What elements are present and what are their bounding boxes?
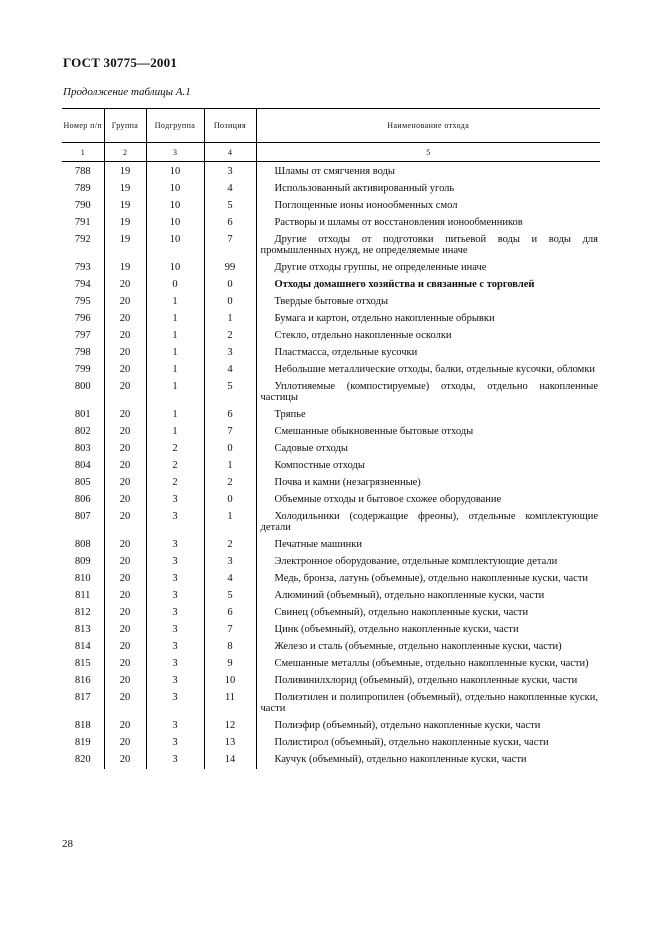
cell-number: 805 bbox=[74, 477, 91, 488]
cell-group: 20 bbox=[104, 639, 146, 656]
cell-subgroup: 3 bbox=[146, 656, 204, 673]
table-row bbox=[62, 690, 600, 718]
cell-number: 819 bbox=[74, 737, 91, 748]
waste-name-text: Стекло, отдельно накопленные осколки bbox=[274, 330, 452, 341]
cell-waste-name bbox=[256, 441, 600, 458]
cell-waste-name bbox=[256, 424, 600, 441]
table-row bbox=[62, 475, 600, 492]
cell-position: 1 bbox=[204, 311, 256, 328]
cell-group: 19 bbox=[104, 215, 146, 232]
column-header-waste-name: Наименование отхода bbox=[256, 109, 600, 143]
cell-group: 19 bbox=[104, 260, 146, 277]
cell-group: 20 bbox=[104, 735, 146, 752]
cell-subgroup: 3 bbox=[146, 605, 204, 622]
cell-position: 2 bbox=[204, 475, 256, 492]
waste-name-text: Холодильники (содержащие фреоны), отдельные комплектующие детали bbox=[260, 511, 598, 533]
cell-number: 818 bbox=[74, 720, 91, 731]
waste-name-text: Полиэтилен и полипропилен (объемный), отдельно накопленные куски, части bbox=[260, 692, 598, 714]
cell-group: 19 bbox=[104, 232, 146, 260]
cell-group: 20 bbox=[104, 571, 146, 588]
cell-waste-name bbox=[256, 198, 600, 215]
cell-waste-name bbox=[256, 475, 600, 492]
waste-name-text: Твердые бытовые отходы bbox=[274, 296, 389, 307]
cell-subgroup: 1 bbox=[146, 328, 204, 345]
table-body bbox=[62, 162, 600, 770]
cell-number: 795 bbox=[74, 296, 91, 307]
table-row bbox=[62, 162, 600, 182]
table-continuation-caption: Продолжение таблицы А.1 bbox=[63, 86, 191, 98]
table-header-row bbox=[62, 109, 600, 143]
cell-number: 815 bbox=[74, 658, 91, 669]
table-row bbox=[62, 362, 600, 379]
cell-subgroup: 3 bbox=[146, 690, 204, 718]
cell-waste-name bbox=[256, 294, 600, 311]
cell-subgroup: 10 bbox=[146, 232, 204, 260]
cell-subgroup: 1 bbox=[146, 294, 204, 311]
column-number: 1 bbox=[62, 143, 104, 162]
table-row bbox=[62, 554, 600, 571]
cell-number: 797 bbox=[74, 330, 91, 341]
waste-name-text: Отходы домашнего хозяйства и связанные с торговлей bbox=[274, 279, 535, 290]
cell-number: 790 bbox=[74, 200, 91, 211]
cell-waste-name bbox=[256, 492, 600, 509]
cell-waste-name bbox=[256, 509, 600, 537]
cell-position: 7 bbox=[204, 622, 256, 639]
cell-number: 803 bbox=[74, 443, 91, 454]
cell-group: 20 bbox=[104, 407, 146, 424]
waste-table-container bbox=[62, 108, 600, 769]
cell-position: 1 bbox=[204, 458, 256, 475]
waste-name-text: Цинк (объемный), отдельно накопленные куски, части bbox=[274, 624, 519, 635]
cell-number: 802 bbox=[74, 426, 91, 437]
cell-position: 7 bbox=[204, 232, 256, 260]
cell-number: 817 bbox=[74, 692, 91, 703]
cell-position: 2 bbox=[204, 328, 256, 345]
cell-subgroup: 3 bbox=[146, 509, 204, 537]
cell-position: 5 bbox=[204, 588, 256, 605]
table-row bbox=[62, 458, 600, 475]
table-row bbox=[62, 735, 600, 752]
cell-position: 3 bbox=[204, 345, 256, 362]
cell-position: 1 bbox=[204, 509, 256, 537]
cell-waste-name bbox=[256, 588, 600, 605]
cell-position: 3 bbox=[204, 554, 256, 571]
cell-group: 20 bbox=[104, 718, 146, 735]
cell-subgroup: 3 bbox=[146, 639, 204, 656]
cell-position: 2 bbox=[204, 537, 256, 554]
cell-subgroup: 1 bbox=[146, 407, 204, 424]
waste-name-text: Каучук (объемный), отдельно накопленные куски, части bbox=[274, 754, 527, 765]
cell-subgroup: 1 bbox=[146, 362, 204, 379]
cell-position: 11 bbox=[204, 690, 256, 718]
cell-subgroup: 3 bbox=[146, 537, 204, 554]
cell-position: 4 bbox=[204, 181, 256, 198]
table-row bbox=[62, 656, 600, 673]
cell-position: 0 bbox=[204, 492, 256, 509]
cell-group: 19 bbox=[104, 198, 146, 215]
cell-waste-name bbox=[256, 232, 600, 260]
cell-subgroup: 3 bbox=[146, 752, 204, 769]
cell-number: 801 bbox=[74, 409, 91, 420]
cell-group: 20 bbox=[104, 277, 146, 294]
waste-name-text: Медь, бронза, латунь (объемные), отдельно накопленные куски, части bbox=[274, 573, 589, 584]
table-row bbox=[62, 492, 600, 509]
cell-subgroup: 1 bbox=[146, 424, 204, 441]
cell-subgroup: 2 bbox=[146, 458, 204, 475]
cell-position: 5 bbox=[204, 198, 256, 215]
waste-name-text: Использованный активированный уголь bbox=[274, 183, 455, 194]
cell-group: 20 bbox=[104, 424, 146, 441]
column-header-position: Позиция bbox=[204, 109, 256, 143]
cell-group: 20 bbox=[104, 294, 146, 311]
cell-group: 20 bbox=[104, 554, 146, 571]
waste-name-text: Поливинилхлорид (объемный), отдельно накопленные куски, части bbox=[274, 675, 578, 686]
table-row bbox=[62, 588, 600, 605]
table-row bbox=[62, 407, 600, 424]
cell-subgroup: 0 bbox=[146, 277, 204, 294]
cell-waste-name bbox=[256, 345, 600, 362]
cell-group: 20 bbox=[104, 605, 146, 622]
waste-name-text: Садовые отходы bbox=[274, 443, 348, 454]
document-header: ГОСТ 30775—2001 bbox=[63, 55, 178, 70]
cell-waste-name bbox=[256, 718, 600, 735]
cell-position: 13 bbox=[204, 735, 256, 752]
cell-waste-name bbox=[256, 379, 600, 407]
cell-subgroup: 3 bbox=[146, 588, 204, 605]
cell-waste-name bbox=[256, 554, 600, 571]
cell-waste-name bbox=[256, 622, 600, 639]
page-number: 28 bbox=[62, 838, 73, 850]
column-number: 5 bbox=[256, 143, 600, 162]
cell-subgroup: 1 bbox=[146, 379, 204, 407]
waste-name-text: Железо и сталь (объемные, отдельно накопленные куски, части) bbox=[274, 641, 562, 652]
cell-subgroup: 3 bbox=[146, 492, 204, 509]
cell-subgroup: 10 bbox=[146, 162, 204, 182]
waste-name-text: Печатные машинки bbox=[274, 539, 362, 550]
waste-name-text: Бумага и картон, отдельно накопленные обрывки bbox=[274, 313, 495, 324]
column-number: 3 bbox=[146, 143, 204, 162]
table-row bbox=[62, 328, 600, 345]
cell-subgroup: 3 bbox=[146, 571, 204, 588]
cell-number: 814 bbox=[74, 641, 91, 652]
table-row bbox=[62, 509, 600, 537]
cell-number: 788 bbox=[74, 166, 91, 177]
cell-group: 20 bbox=[104, 622, 146, 639]
cell-number: 810 bbox=[74, 573, 91, 584]
cell-waste-name bbox=[256, 639, 600, 656]
table-row bbox=[62, 215, 600, 232]
cell-subgroup: 2 bbox=[146, 475, 204, 492]
cell-number: 820 bbox=[74, 754, 91, 765]
cell-group: 20 bbox=[104, 362, 146, 379]
waste-name-text: Алюминий (объемный), отдельно накопленные куски, части bbox=[274, 590, 545, 601]
cell-number: 813 bbox=[74, 624, 91, 635]
cell-subgroup: 3 bbox=[146, 554, 204, 571]
cell-group: 20 bbox=[104, 690, 146, 718]
cell-number: 816 bbox=[74, 675, 91, 686]
waste-name-text: Компостные отходы bbox=[274, 460, 365, 471]
waste-name-text: Тряпье bbox=[274, 409, 306, 420]
cell-waste-name bbox=[256, 277, 600, 294]
table-row bbox=[62, 294, 600, 311]
cell-waste-name bbox=[256, 215, 600, 232]
waste-name-text: Небольшие металлические отходы, балки, отдельные кусочки, обломки bbox=[274, 364, 596, 375]
cell-subgroup: 3 bbox=[146, 622, 204, 639]
cell-number: 812 bbox=[74, 607, 91, 618]
column-header-group: Группа bbox=[104, 109, 146, 143]
cell-subgroup: 3 bbox=[146, 735, 204, 752]
cell-waste-name bbox=[256, 181, 600, 198]
cell-group: 20 bbox=[104, 475, 146, 492]
waste-name-text: Почва и камни (незагрязненные) bbox=[274, 477, 421, 488]
cell-subgroup: 3 bbox=[146, 718, 204, 735]
table-row bbox=[62, 260, 600, 277]
waste-name-text: Другие отходы группы, не определенные иначе bbox=[274, 262, 487, 273]
table-row bbox=[62, 441, 600, 458]
cell-position: 3 bbox=[204, 162, 256, 182]
cell-waste-name bbox=[256, 571, 600, 588]
cell-group: 20 bbox=[104, 311, 146, 328]
waste-name-text: Полистирол (объемный), отдельно накопленные куски, части bbox=[274, 737, 549, 748]
table-row bbox=[62, 345, 600, 362]
cell-number: 808 bbox=[74, 539, 91, 550]
cell-position: 12 bbox=[204, 718, 256, 735]
waste-name-text: Полиэфир (объемный), отдельно накопленные куски, части bbox=[274, 720, 541, 731]
cell-position: 4 bbox=[204, 362, 256, 379]
cell-number: 811 bbox=[75, 590, 91, 601]
cell-subgroup: 3 bbox=[146, 673, 204, 690]
cell-waste-name bbox=[256, 605, 600, 622]
cell-position: 6 bbox=[204, 605, 256, 622]
waste-name-text: Смешанные металлы (объемные, отдельно накопленные куски, части) bbox=[274, 658, 589, 669]
cell-number: 794 bbox=[74, 279, 91, 290]
cell-number: 809 bbox=[74, 556, 91, 567]
waste-name-text: Пластмасса, отдельные кусочки bbox=[274, 347, 418, 358]
cell-number: 793 bbox=[74, 262, 91, 273]
column-header-subgroup: Подгруппа bbox=[146, 109, 204, 143]
cell-group: 20 bbox=[104, 458, 146, 475]
column-header-number: Номер п/п bbox=[62, 109, 104, 143]
cell-number: 789 bbox=[74, 183, 91, 194]
table-row bbox=[62, 622, 600, 639]
waste-name-text: Другие отходы от подготовки питьевой воды и воды для промышленных нужд, не определяемые иначе bbox=[260, 234, 598, 256]
cell-waste-name bbox=[256, 752, 600, 769]
table-row bbox=[62, 379, 600, 407]
cell-number: 792 bbox=[74, 234, 91, 245]
cell-number: 796 bbox=[74, 313, 91, 324]
cell-subgroup: 10 bbox=[146, 215, 204, 232]
cell-waste-name bbox=[256, 656, 600, 673]
cell-group: 19 bbox=[104, 162, 146, 182]
cell-group: 20 bbox=[104, 537, 146, 554]
waste-name-text: Шламы от смягчения воды bbox=[274, 166, 395, 177]
table-row bbox=[62, 232, 600, 260]
cell-number: 806 bbox=[74, 494, 91, 505]
cell-waste-name bbox=[256, 328, 600, 345]
cell-waste-name bbox=[256, 537, 600, 554]
cell-subgroup: 10 bbox=[146, 260, 204, 277]
cell-position: 8 bbox=[204, 639, 256, 656]
cell-position: 0 bbox=[204, 294, 256, 311]
table-row bbox=[62, 639, 600, 656]
cell-group: 20 bbox=[104, 492, 146, 509]
cell-position: 7 bbox=[204, 424, 256, 441]
cell-group: 20 bbox=[104, 656, 146, 673]
table-row bbox=[62, 277, 600, 294]
cell-number: 791 bbox=[74, 217, 91, 228]
table-row bbox=[62, 181, 600, 198]
table-row bbox=[62, 311, 600, 328]
waste-name-text: Поглощенные ионы ионообменных смол bbox=[274, 200, 458, 211]
waste-name-text: Уплотняемые (компостируемые) отходы, отдельно накопленные частицы bbox=[260, 381, 598, 403]
cell-position: 6 bbox=[204, 215, 256, 232]
waste-name-text: Электронное оборудование, отдельные комплектующие детали bbox=[274, 556, 558, 567]
column-number-row bbox=[62, 143, 600, 162]
cell-number: 800 bbox=[74, 381, 91, 392]
cell-subgroup: 2 bbox=[146, 441, 204, 458]
cell-subgroup: 1 bbox=[146, 311, 204, 328]
cell-position: 0 bbox=[204, 277, 256, 294]
cell-position: 9 bbox=[204, 656, 256, 673]
cell-waste-name bbox=[256, 260, 600, 277]
cell-waste-name bbox=[256, 458, 600, 475]
cell-waste-name bbox=[256, 407, 600, 424]
cell-group: 20 bbox=[104, 328, 146, 345]
table-row bbox=[62, 424, 600, 441]
table-row bbox=[62, 752, 600, 769]
waste-name-text: Растворы и шламы от восстановления ионообменников bbox=[274, 217, 523, 228]
cell-waste-name bbox=[256, 690, 600, 718]
cell-group: 20 bbox=[104, 509, 146, 537]
cell-subgroup: 10 bbox=[146, 181, 204, 198]
cell-group: 20 bbox=[104, 673, 146, 690]
table-row bbox=[62, 571, 600, 588]
cell-waste-name bbox=[256, 311, 600, 328]
table-row bbox=[62, 605, 600, 622]
cell-waste-name bbox=[256, 162, 600, 182]
column-number: 4 bbox=[204, 143, 256, 162]
cell-waste-name bbox=[256, 673, 600, 690]
cell-waste-name bbox=[256, 362, 600, 379]
table-row bbox=[62, 718, 600, 735]
cell-position: 4 bbox=[204, 571, 256, 588]
column-number: 2 bbox=[104, 143, 146, 162]
cell-subgroup: 10 bbox=[146, 198, 204, 215]
cell-position: 99 bbox=[204, 260, 256, 277]
cell-group: 20 bbox=[104, 441, 146, 458]
waste-classification-table bbox=[62, 108, 600, 769]
table-row bbox=[62, 673, 600, 690]
cell-waste-name bbox=[256, 735, 600, 752]
cell-number: 799 bbox=[74, 364, 91, 375]
waste-name-text: Смешанные обыкновенные бытовые отходы bbox=[274, 426, 474, 437]
waste-name-text: Объемные отходы и бытовое схожее оборудование bbox=[274, 494, 502, 505]
cell-group: 20 bbox=[104, 379, 146, 407]
cell-group: 20 bbox=[104, 588, 146, 605]
table-row bbox=[62, 198, 600, 215]
cell-number: 807 bbox=[74, 511, 91, 522]
cell-group: 20 bbox=[104, 345, 146, 362]
cell-number: 798 bbox=[74, 347, 91, 358]
table-row bbox=[62, 537, 600, 554]
cell-group: 19 bbox=[104, 181, 146, 198]
cell-group: 20 bbox=[104, 752, 146, 769]
waste-name-text: Свинец (объемный), отдельно накопленные куски, части bbox=[274, 607, 529, 618]
cell-position: 6 bbox=[204, 407, 256, 424]
cell-position: 0 bbox=[204, 441, 256, 458]
cell-number: 804 bbox=[74, 460, 91, 471]
cell-subgroup: 1 bbox=[146, 345, 204, 362]
cell-position: 5 bbox=[204, 379, 256, 407]
cell-position: 14 bbox=[204, 752, 256, 769]
cell-position: 10 bbox=[204, 673, 256, 690]
